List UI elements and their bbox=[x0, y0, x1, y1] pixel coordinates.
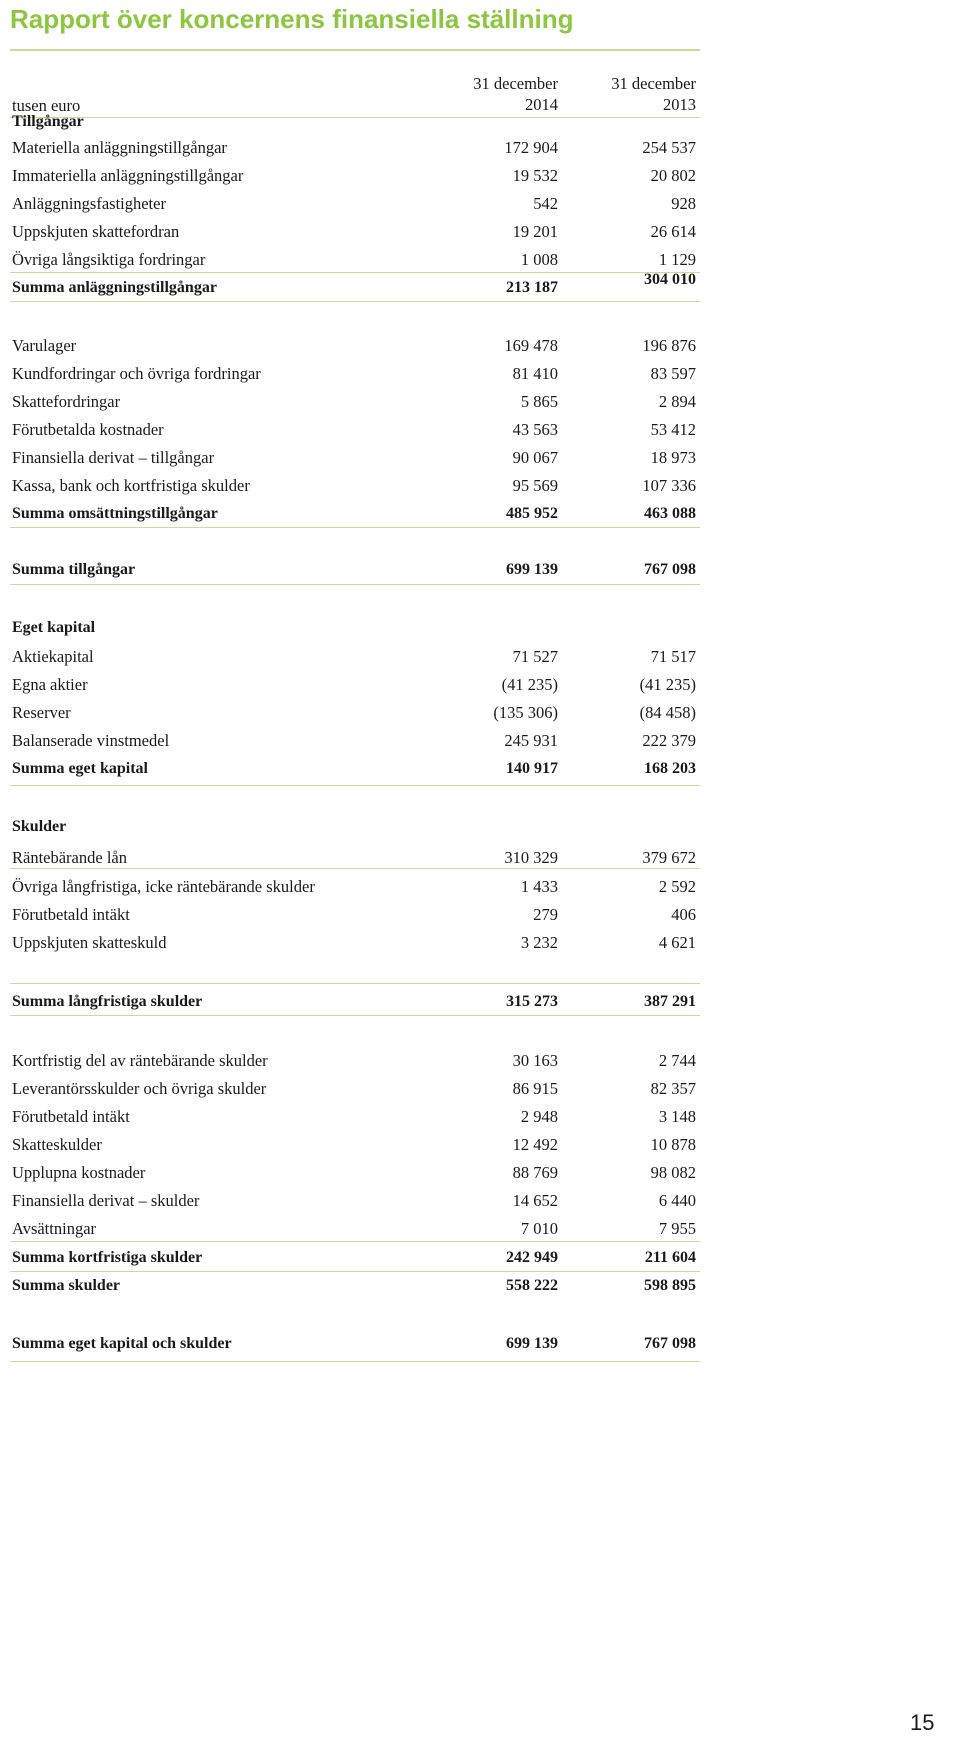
table-row bbox=[10, 476, 700, 500]
row-label: Övriga långsiktiga fordringar bbox=[12, 250, 206, 269]
value-2014: 30 163 bbox=[512, 1051, 558, 1070]
value-2013: 406 bbox=[671, 905, 696, 924]
value-2014: 81 410 bbox=[512, 364, 558, 383]
value-2014: 14 652 bbox=[512, 1191, 558, 1210]
row-label: Summa eget kapital och skulder bbox=[12, 1335, 232, 1352]
value-2013: 598 895 bbox=[644, 1277, 696, 1294]
value-2013: 3 148 bbox=[658, 1107, 696, 1126]
value-2014: 2 948 bbox=[520, 1107, 558, 1126]
value-2014: 213 187 bbox=[506, 279, 558, 296]
row-label: Skattefordringar bbox=[12, 392, 121, 411]
table-row bbox=[10, 1335, 700, 1359]
value-2013: 71 517 bbox=[650, 647, 696, 666]
value-2014: 279 bbox=[533, 905, 558, 924]
table-row bbox=[10, 905, 700, 929]
value-2013: 196 876 bbox=[642, 336, 696, 355]
table-row bbox=[10, 1051, 700, 1075]
table-row bbox=[10, 1219, 700, 1243]
row-label: Finansiella derivat – skulder bbox=[12, 1191, 200, 1210]
row-label: Förutbetalda kostnader bbox=[12, 420, 164, 439]
row-label: Uppskjuten skatteskuld bbox=[12, 933, 167, 952]
table-row bbox=[10, 271, 700, 303]
value-2013: 107 336 bbox=[642, 476, 696, 495]
column-header-2014-line1: 31 december bbox=[473, 74, 558, 93]
value-2013: 20 802 bbox=[650, 166, 696, 185]
row-label: Övriga långfristiga, icke räntebärande skulder bbox=[12, 877, 315, 896]
value-2014: 242 949 bbox=[506, 1249, 558, 1266]
value-2013: 7 955 bbox=[658, 1219, 696, 1238]
value-2013: 767 098 bbox=[644, 1335, 696, 1352]
row-label: Summa omsättningstillgångar bbox=[12, 505, 218, 522]
row-label: Summa kortfristiga skulder bbox=[12, 1249, 203, 1266]
value-2013: 254 537 bbox=[642, 138, 696, 157]
row-separator bbox=[10, 301, 700, 302]
value-2013: 6 440 bbox=[658, 1191, 696, 1210]
row-label: Finansiella derivat – tillgångar bbox=[12, 448, 215, 467]
table-row bbox=[10, 993, 700, 1017]
value-2014: 95 569 bbox=[512, 476, 558, 495]
table-row bbox=[10, 675, 700, 699]
row-label: Kortfristig del av räntebärande skulder bbox=[12, 1051, 268, 1070]
row-label: Summa långfristiga skulder bbox=[12, 993, 203, 1010]
unit-label: tusen euro bbox=[12, 96, 81, 115]
row-label: Förutbetald intäkt bbox=[12, 905, 130, 924]
row-separator bbox=[10, 983, 700, 984]
row-label: Aktiekapital bbox=[12, 647, 94, 666]
table-row bbox=[10, 364, 700, 388]
value-2013: 82 357 bbox=[650, 1079, 696, 1098]
row-separator bbox=[10, 1271, 700, 1272]
row-label: Summa tillgångar bbox=[12, 561, 136, 578]
column-header-2014 bbox=[398, 73, 558, 115]
table-row bbox=[10, 1277, 700, 1301]
table-row bbox=[10, 392, 700, 416]
value-2013: 387 291 bbox=[644, 993, 696, 1010]
row-separator bbox=[10, 527, 700, 528]
table-row bbox=[10, 1135, 700, 1159]
value-2014: 310 329 bbox=[504, 848, 558, 867]
value-2014: 1 008 bbox=[520, 250, 558, 269]
value-2013: 26 614 bbox=[650, 222, 696, 241]
row-label: Immateriella anläggningstillgångar bbox=[12, 166, 244, 185]
row-separator bbox=[10, 1361, 700, 1362]
table-row bbox=[10, 1191, 700, 1215]
value-2014: 71 527 bbox=[512, 647, 558, 666]
table-row bbox=[10, 760, 700, 784]
row-label: Varulager bbox=[12, 336, 77, 355]
value-2013: 2 592 bbox=[658, 877, 696, 896]
value-2013: 98 082 bbox=[650, 1163, 696, 1182]
value-2013: 928 bbox=[671, 194, 696, 213]
value-2014: (135 306) bbox=[493, 703, 558, 722]
table-row bbox=[10, 505, 700, 529]
title-rule bbox=[10, 49, 700, 51]
row-label: Summa eget kapital bbox=[12, 760, 148, 777]
value-2014: 315 273 bbox=[506, 993, 558, 1010]
value-2014: 172 904 bbox=[504, 138, 558, 157]
row-label: Egna aktier bbox=[12, 675, 88, 694]
row-separator bbox=[10, 785, 700, 786]
value-2014: 485 952 bbox=[506, 505, 558, 522]
value-2013: 2 744 bbox=[658, 1051, 696, 1070]
row-label: Summa anläggningstillgångar bbox=[12, 279, 217, 296]
column-header-2014-line2: 2014 bbox=[525, 95, 558, 114]
table-row bbox=[10, 1249, 700, 1273]
table-row bbox=[10, 1079, 700, 1103]
row-separator bbox=[10, 868, 700, 869]
row-label: Skulder bbox=[12, 818, 67, 835]
row-separator bbox=[10, 1015, 700, 1016]
table-row bbox=[10, 222, 700, 246]
table-row bbox=[10, 194, 700, 218]
table-row bbox=[10, 1163, 700, 1187]
table-row bbox=[10, 448, 700, 472]
table-row bbox=[10, 336, 700, 360]
value-2014: 5 865 bbox=[520, 392, 558, 411]
row-label: Leverantörsskulder och övriga skulder bbox=[12, 1079, 267, 1098]
row-label: Anläggningsfastigheter bbox=[12, 194, 166, 213]
value-2014: 43 563 bbox=[512, 420, 558, 439]
value-2013: 53 412 bbox=[650, 420, 696, 439]
row-label: Förutbetald intäkt bbox=[12, 1107, 130, 1126]
value-2013: 379 672 bbox=[642, 848, 696, 867]
row-label: Kassa, bank och kortfristiga skulder bbox=[12, 476, 250, 495]
row-label: Tillgångar bbox=[12, 113, 84, 130]
value-2014: 542 bbox=[533, 194, 558, 213]
value-2014: 169 478 bbox=[504, 336, 558, 355]
column-header-2013 bbox=[536, 73, 696, 115]
value-2014: 86 915 bbox=[512, 1079, 558, 1098]
table-row bbox=[10, 420, 700, 444]
row-label: Eget kapital bbox=[12, 619, 96, 636]
table-row bbox=[10, 113, 700, 137]
value-2013: 10 878 bbox=[650, 1135, 696, 1154]
value-2014: 90 067 bbox=[512, 448, 558, 467]
value-2014: 12 492 bbox=[512, 1135, 558, 1154]
value-2014: 140 917 bbox=[506, 760, 558, 777]
value-2013: 2 894 bbox=[658, 392, 696, 411]
table-row bbox=[10, 166, 700, 190]
row-label: Avsättningar bbox=[12, 1219, 97, 1238]
table-row bbox=[10, 818, 700, 842]
table-row bbox=[10, 877, 700, 901]
value-2013: 83 597 bbox=[650, 364, 696, 383]
row-separator bbox=[10, 1241, 700, 1242]
row-label: Uppskjuten skattefordran bbox=[12, 222, 180, 241]
value-2014: 19 532 bbox=[512, 166, 558, 185]
table-row bbox=[10, 561, 700, 585]
row-separator bbox=[10, 584, 700, 585]
row-separator bbox=[10, 272, 700, 273]
value-2013: 18 973 bbox=[650, 448, 696, 467]
value-2013: 4 621 bbox=[658, 933, 696, 952]
value-2014: 245 931 bbox=[504, 731, 558, 750]
row-label: Reserver bbox=[12, 703, 71, 722]
row-label: Skatteskulder bbox=[12, 1135, 102, 1154]
value-2014: 3 232 bbox=[520, 933, 558, 952]
table-row bbox=[10, 138, 700, 162]
column-header-2013-line2: 2013 bbox=[663, 95, 696, 114]
value-2014: 699 139 bbox=[506, 1335, 558, 1352]
table-row bbox=[10, 619, 700, 643]
table-row bbox=[10, 933, 700, 957]
value-2013: 211 604 bbox=[644, 1249, 696, 1266]
report-title: Rapport över koncernens finansiella ställning bbox=[10, 4, 574, 34]
table-row bbox=[10, 1107, 700, 1131]
value-2013: 222 379 bbox=[642, 731, 696, 750]
row-label: Räntebärande lån bbox=[12, 848, 127, 867]
value-2013: 463 088 bbox=[644, 505, 696, 522]
value-2013: (84 458) bbox=[639, 703, 696, 722]
value-2014: 7 010 bbox=[520, 1219, 558, 1238]
page-number: 15 bbox=[910, 1710, 935, 1735]
table-row bbox=[10, 647, 700, 671]
value-2014: 88 769 bbox=[512, 1163, 558, 1182]
row-label: Balanserade vinstmedel bbox=[12, 731, 170, 750]
value-2014: (41 235) bbox=[501, 675, 558, 694]
value-2013: 1 129 bbox=[658, 250, 696, 269]
value-2013: 767 098 bbox=[644, 561, 696, 578]
value-2014: 699 139 bbox=[506, 561, 558, 578]
table-row bbox=[10, 703, 700, 727]
value-2013: (41 235) bbox=[639, 675, 696, 694]
row-label: Kundfordringar och övriga fordringar bbox=[12, 364, 261, 383]
column-header-2013-line1: 31 december bbox=[611, 74, 696, 93]
value-2013: 304 010 bbox=[644, 271, 696, 288]
value-2014: 558 222 bbox=[506, 1277, 558, 1294]
row-label: Summa skulder bbox=[12, 1277, 121, 1294]
table-row bbox=[10, 731, 700, 755]
value-2014: 1 433 bbox=[520, 877, 558, 896]
value-2013: 168 203 bbox=[644, 760, 696, 777]
value-2014: 19 201 bbox=[512, 222, 558, 241]
row-label: Materiella anläggningstillgångar bbox=[12, 138, 227, 157]
row-label: Upplupna kostnader bbox=[12, 1163, 146, 1182]
